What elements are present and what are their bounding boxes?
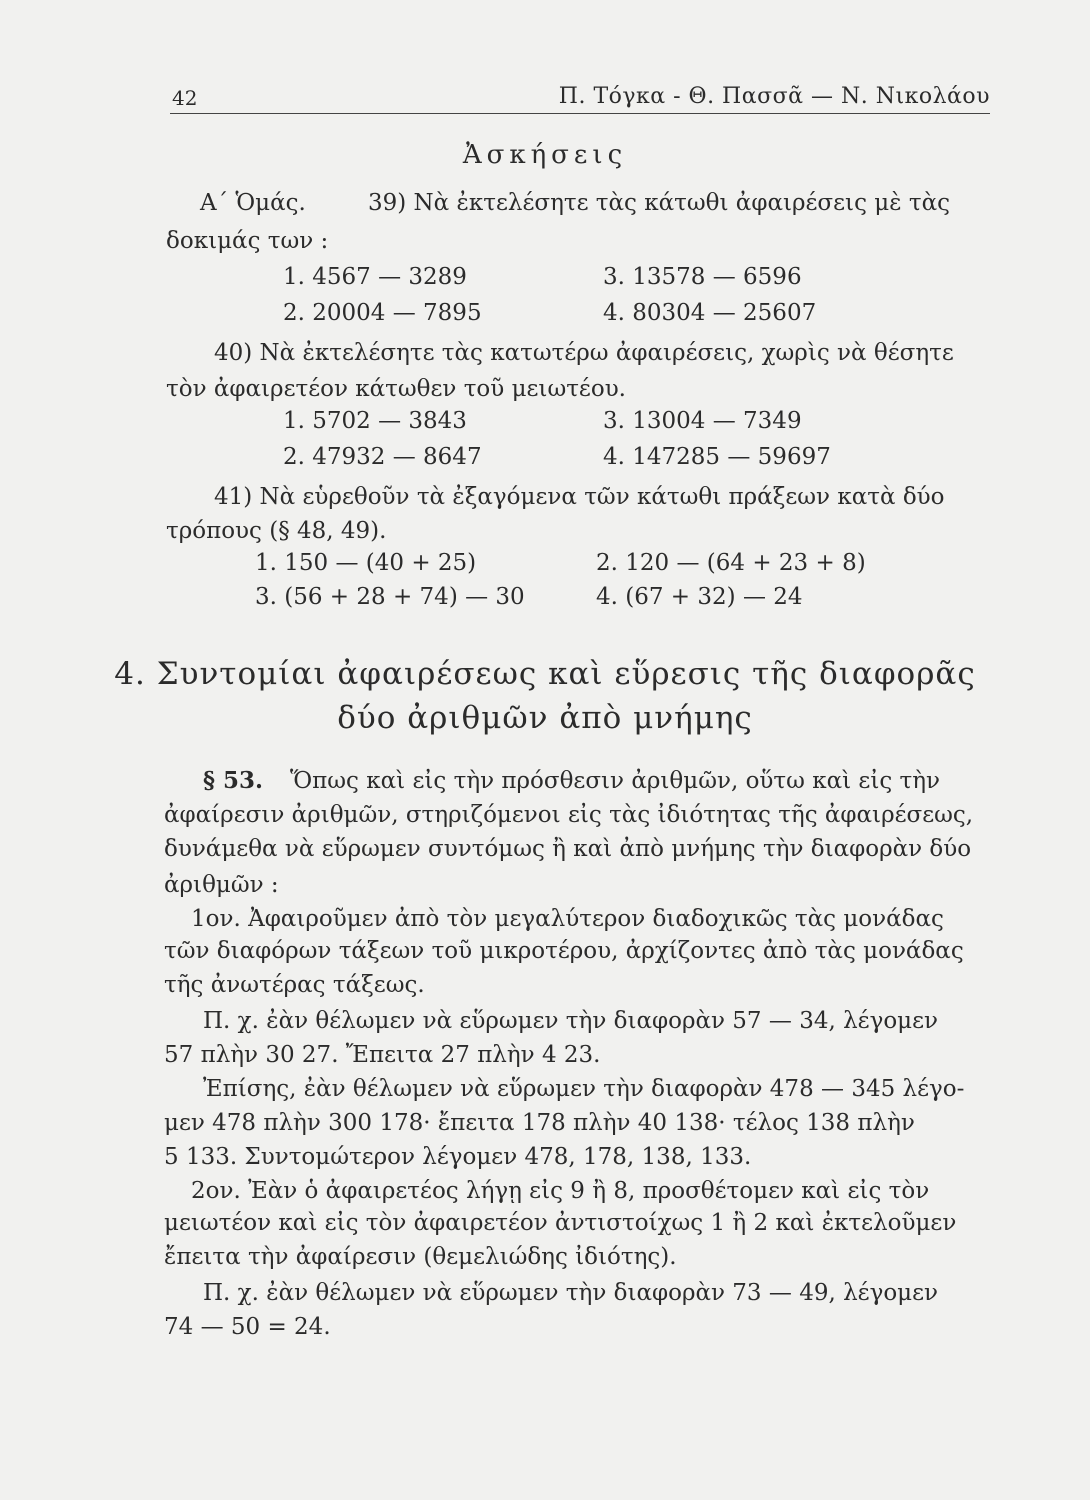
paragraph-line: 57 πλὴν 30 27. Ἔπειτα 27 πλὴν 4 23. <box>164 1042 601 1068</box>
paragraph-line: Ἐπίσης, ἐὰν θέλωμεν νὰ εὕρωμεν τὴν διαφορὰν 478 — 345 λέγο- <box>203 1076 965 1102</box>
section-title-line-1: 4. Συντομίαι ἀφαιρέσεως καὶ εὕρεσις τῆς διαφορᾶς <box>114 656 976 692</box>
paragraph-line: ἀριθμῶν : <box>164 872 279 898</box>
ex39-item-1: 1. 4567 — 3289 <box>283 264 467 290</box>
paragraph-line: 2ον. Ἐὰν ὁ ἀφαιρετέος λήγῃ εἰς 9 ἢ 8, προσθέτομεν καὶ εἰς τὸν <box>191 1178 930 1204</box>
paragraph-line: Π. χ. ἐὰν θέλωμεν νὰ εὕρωμεν τὴν διαφορὰν 57 — 34, λέγομεν <box>203 1008 939 1034</box>
paragraph-mark: § 53. <box>203 767 264 794</box>
ex41-intro-line-2: τρόπους (§ 48, 49). <box>166 518 387 544</box>
running-header-authors: Π. Τόγκα - Θ. Πασσᾶ — Ν. Νικολάου <box>558 84 990 109</box>
ex40-item-3: 3. 13004 — 7349 <box>603 408 802 434</box>
paragraph-line: ἀφαίρεσιν ἀριθμῶν, στηριζόμενοι εἰς τὰς ἰδιότητας τῆς ἀφαιρέσεως, <box>164 802 974 828</box>
exercises-heading: Ἀσκήσεις <box>462 140 628 170</box>
ex40-item-4: 4. 147285 — 59697 <box>603 444 831 470</box>
paragraph-line: 5 133. Συντομώτερον λέγομεν 478, 178, 138, 133. <box>164 1144 752 1170</box>
paragraph-line: ἔπειτα τὴν ἀφαίρεσιν (θεμελιώδης ἰδιότης). <box>164 1244 677 1270</box>
paragraph-line: 1ον. Ἀφαιροῦμεν ἀπὸ τὸν μεγαλύτερον διαδοχικῶς τὰς μονάδας <box>191 906 944 932</box>
ex39-intro-line-1: 39) Νὰ ἐκτελέσητε τὰς κάτωθι ἀφαιρέσεις μὲ τὰς <box>368 190 950 216</box>
paragraph-line: Ὅπως καὶ εἰς τὴν πρόσθεσιν ἀριθμῶν, οὕτω καὶ εἰς τὴν <box>290 768 941 794</box>
ex39-item-3: 3. 13578 — 6596 <box>603 264 802 290</box>
ex40-intro-line-2: τὸν ἀφαιρετέον κάτωθεν τοῦ μειωτέου. <box>166 376 626 402</box>
paragraph-line: 74 — 50 = 24. <box>164 1314 331 1340</box>
ex40-intro-line-1: 40) Νὰ ἐκτελέσητε τὰς κατωτέρω ἀφαιρέσεις, χωρὶς νὰ θέσητε <box>214 340 954 366</box>
ex41-item-3: 3. (56 + 28 + 74) — 30 <box>255 584 525 610</box>
ex40-item-1: 1. 5702 — 3843 <box>283 408 467 434</box>
paragraph-line: τῶν διαφόρων τάξεων τοῦ μικροτέρου, ἀρχίζοντες ἀπὸ τὰς μονάδας <box>164 938 964 964</box>
ex39-intro-line-2: δοκιμάς των : <box>166 228 329 254</box>
ex41-intro-line-1: 41) Νὰ εὑρεθοῦν τὰ ἐξαγόμενα τῶν κάτωθι πράξεων κατὰ δύο <box>214 484 945 510</box>
ex41-item-1: 1. 150 — (40 + 25) <box>255 550 477 576</box>
ex40-item-2: 2. 47932 — 8647 <box>283 444 482 470</box>
section-title-line-2: δύο ἀριθμῶν ἀπὸ μνήμης <box>337 700 753 736</box>
paragraph-line: Π. χ. ἐὰν θέλωμεν νὰ εὕρωμεν τὴν διαφορὰν 73 — 49, λέγομεν <box>203 1280 939 1306</box>
ex41-item-2: 2. 120 — (64 + 23 + 8) <box>596 550 866 576</box>
ex41-item-4: 4. (67 + 32) — 24 <box>596 584 803 610</box>
group-a-label: Α΄ Ὁμάς. <box>200 190 306 216</box>
paragraph-line: μεν 478 πλὴν 300 178· ἔπειτα 178 πλὴν 40 138· τέλος 138 πλὴν <box>164 1110 915 1136</box>
paragraph-line: μειωτέον καὶ εἰς τὸν ἀφαιρετέον ἀντιστοίχως 1 ἢ 2 καὶ ἐκτελοῦμεν <box>164 1210 957 1236</box>
ex39-item-2: 2. 20004 — 7895 <box>283 300 482 326</box>
header-rule <box>170 113 990 114</box>
page-number: 42 <box>172 86 198 110</box>
ex39-item-4: 4. 80304 — 25607 <box>603 300 817 326</box>
paragraph-line: τῆς ἀνωτέρας τάξεως. <box>164 972 425 998</box>
paragraph-line: δυνάμεθα νὰ εὕρωμεν συντόμως ἢ καὶ ἀπὸ μνήμης τὴν διαφορὰν δύο <box>164 836 972 862</box>
